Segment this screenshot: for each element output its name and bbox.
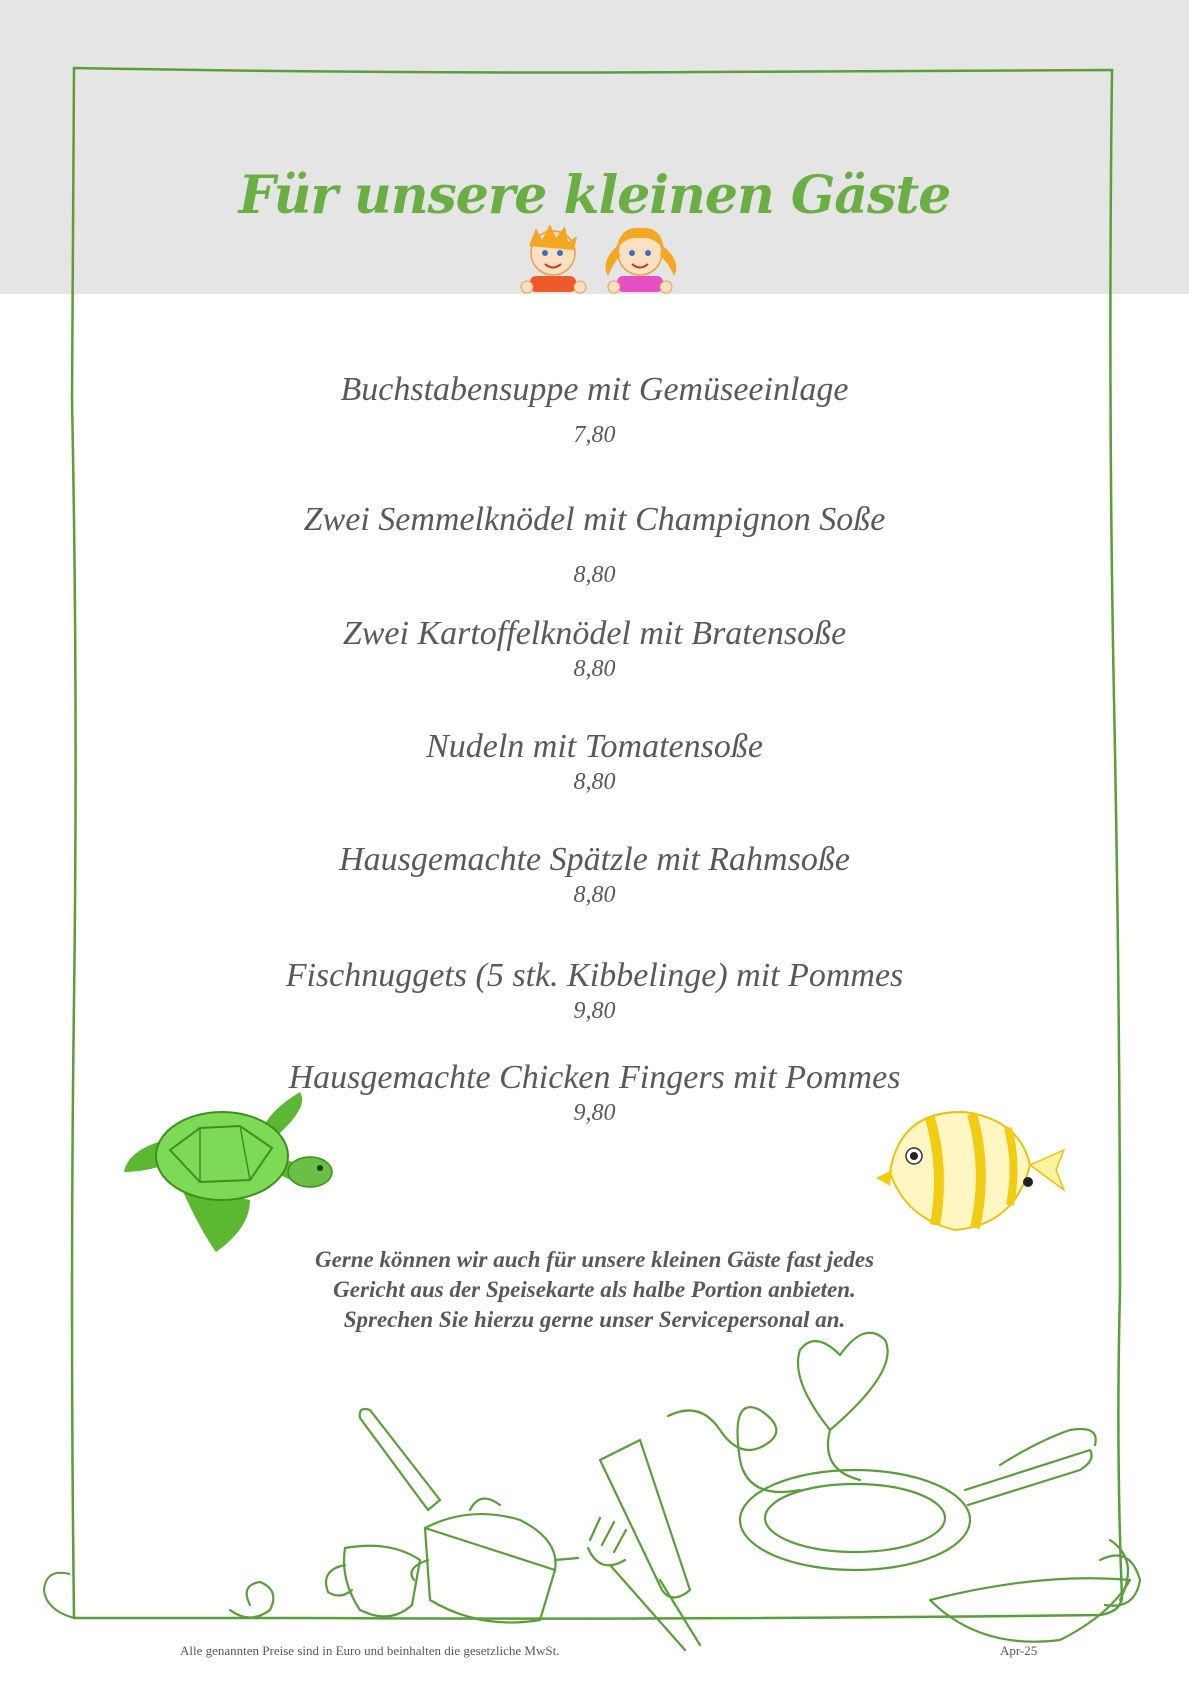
dish-name: Hausgemachte Spätzle mit Rahmsoße xyxy=(339,841,850,878)
page-title: Für unsere kleinen Gäste xyxy=(238,165,951,226)
dish-price: 8,80 xyxy=(573,656,616,682)
dish-name: Fischnuggets (5 stk. Kibbelinge) mit Pommes xyxy=(285,957,904,994)
menu-item xyxy=(180,956,1009,1026)
menu-item xyxy=(180,370,1009,450)
menu-item xyxy=(180,727,1009,797)
edition-date: Apr-25 xyxy=(1000,1643,1038,1658)
note-line: Gerne können wir auch für unsere kleinen Gäste fast jedes xyxy=(314,1247,875,1272)
dish-price: 9,80 xyxy=(573,1100,616,1126)
dish-name: Buchstabensuppe mit Gemüseeinlage xyxy=(340,371,849,408)
kids-icon xyxy=(521,224,676,293)
dish-name: Zwei Semmelknödel mit Champignon Soße xyxy=(303,501,886,538)
dish-name: Nudeln mit Tomatensoße xyxy=(426,728,763,765)
dish-price: 8,80 xyxy=(573,882,616,908)
note-line: Gericht aus der Speisekarte als halbe Portion anbieten. xyxy=(333,1277,856,1302)
cookware-line-art xyxy=(230,1333,1140,1650)
half-portion-note xyxy=(180,1245,1009,1335)
note-line: Sprechen Sie hierzu gerne unser Servicepersonal an. xyxy=(343,1307,846,1332)
fish-icon xyxy=(876,1112,1064,1230)
dish-price: 8,80 xyxy=(573,562,616,588)
dish-name: Hausgemachte Chicken Fingers mit Pommes xyxy=(288,1059,901,1096)
dish-name: Zwei Kartoffelknödel mit Bratensoße xyxy=(342,615,847,652)
dish-price: 9,80 xyxy=(573,998,616,1024)
price-disclaimer: Alle genannten Preise sind in Euro und beinhalten die gesetzliche MwSt. xyxy=(180,1643,560,1658)
dish-price: 7,80 xyxy=(573,422,616,448)
menu-item xyxy=(180,500,1009,590)
dish-price: 8,80 xyxy=(573,769,616,795)
menu-item xyxy=(180,840,1009,910)
menu-item xyxy=(180,1058,1009,1128)
menu-item xyxy=(180,614,1009,684)
